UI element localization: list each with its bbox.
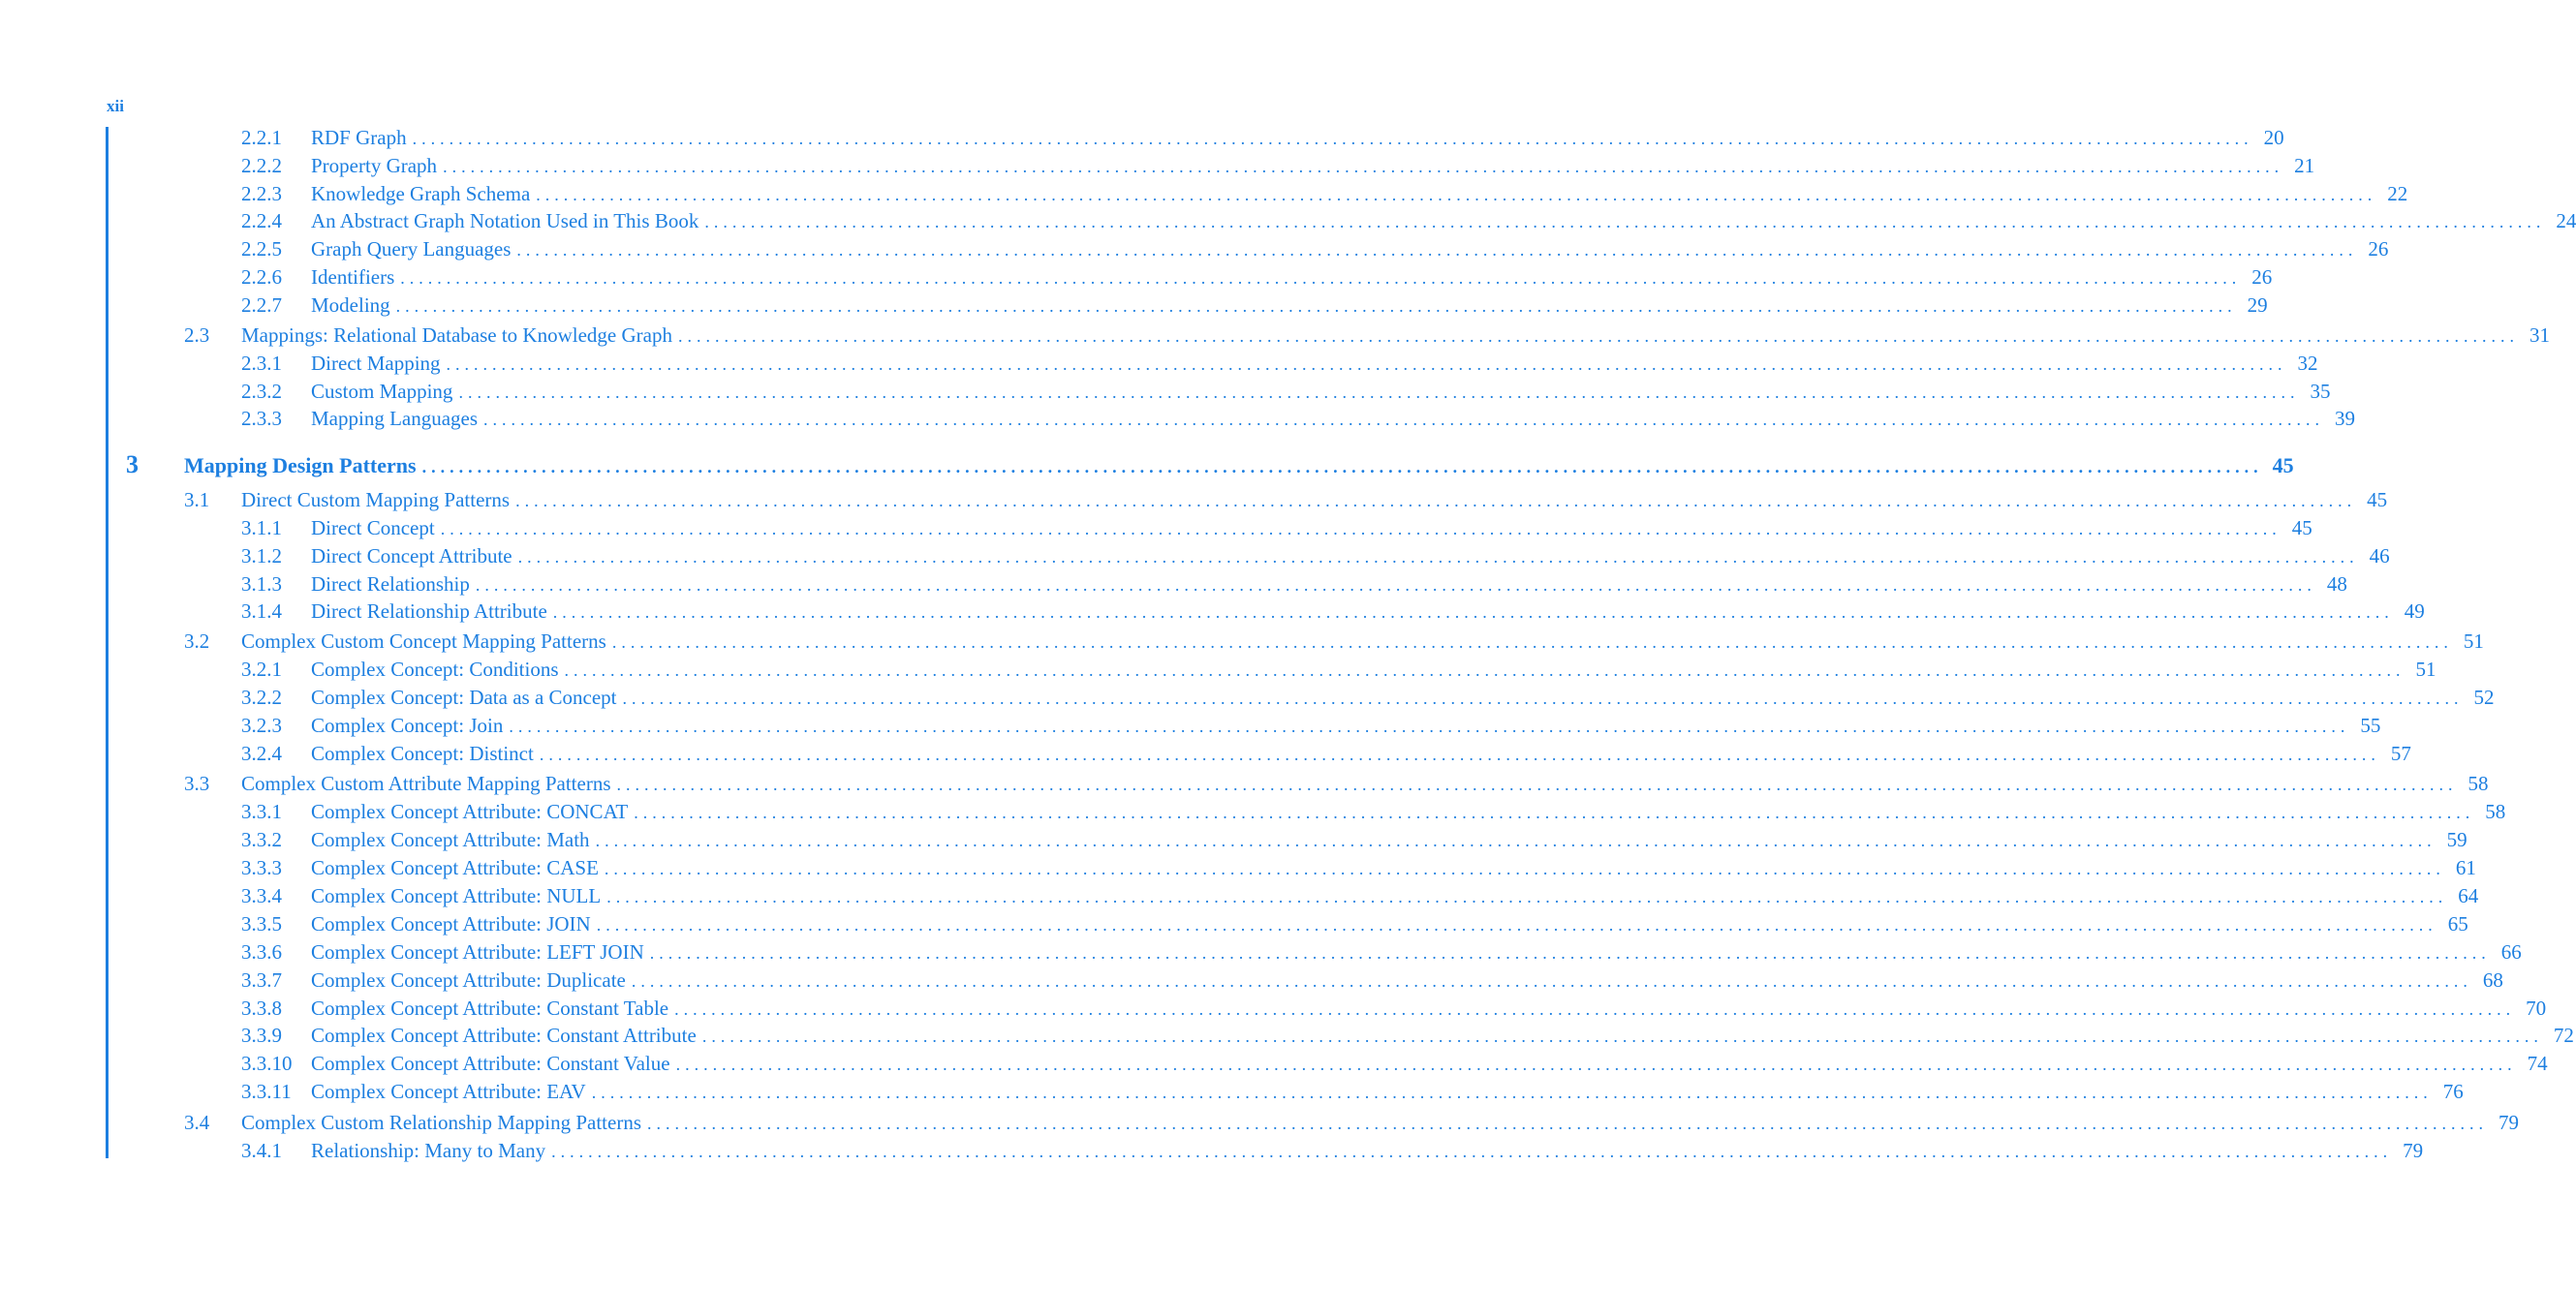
toc-dot-leader: ........................................................................................................................................................................................................ [704, 212, 2546, 231]
toc-dot-leader: ........................................................................................................................................................................................................ [622, 689, 2464, 708]
toc-entry-number: 3.3.11 [241, 1080, 292, 1103]
toc-entry-title: RDF Graph [311, 126, 407, 149]
toc-entry-number: 3.2.1 [241, 658, 282, 681]
toc-subsection-entry[interactable] [241, 938, 2522, 966]
toc-entry-number: 3.3.10 [241, 1052, 293, 1075]
toc-entry-title: Complex Concept Attribute: Constant Attribute [311, 1024, 697, 1047]
toc-dot-leader: ........................................................................................................................................................................................................ [395, 296, 2237, 316]
toc-entry-page: 49 [2404, 599, 2425, 623]
toc-subsection-entry[interactable] [241, 882, 2479, 909]
toc-entry-number: 3.2 [184, 629, 210, 653]
toc-entry-number: 3.2.4 [241, 742, 282, 765]
toc-dot-leader: ........................................................................................................................................................................................................ [591, 1083, 2433, 1102]
toc-dot-leader: ........................................................................................................................................................................................................ [440, 519, 2281, 538]
toc-entry-title: Complex Custom Attribute Mapping Patterns [241, 772, 611, 795]
toc-entry-page: 61 [2455, 856, 2476, 879]
toc-entry-page: 24 [2556, 209, 2576, 232]
margin-rule [106, 127, 109, 1158]
toc-entry-title: Mappings: Relational Database to Knowledge Graph [241, 323, 672, 347]
toc-entry-page: 45 [2291, 516, 2312, 539]
toc-entry-page: 74 [2527, 1052, 2548, 1075]
toc-entry-page: 26 [2368, 237, 2389, 261]
toc-entry-title: Mapping Languages [311, 407, 479, 430]
toc-entry-title: Complex Concept: Conditions [311, 658, 559, 681]
toc-entry-page: 20 [2263, 126, 2284, 149]
toc-entry-number: 3.3.6 [241, 940, 282, 964]
toc-entry-title: Knowledge Graph Schema [311, 182, 531, 205]
toc-subsection-entry[interactable] [241, 405, 2356, 432]
toc-entry-title: Custom Mapping [311, 380, 453, 403]
toc-entry-page: 79 [2403, 1139, 2424, 1162]
toc-entry-page: 76 [2442, 1080, 2464, 1103]
toc-entry-title: Graph Query Languages [311, 237, 512, 261]
toc-entry-number: 3.1.1 [241, 516, 282, 539]
toc-entry-title: Complex Concept Attribute: CONCAT [311, 800, 629, 823]
toc-subsection-entry[interactable] [241, 1137, 2424, 1164]
toc-entry-page: 58 [2485, 800, 2506, 823]
toc-subsection-entry[interactable] [241, 598, 2425, 625]
toc-entry-page: 32 [2297, 352, 2318, 375]
toc-section-entry[interactable] [184, 770, 2489, 797]
toc-subsection-entry[interactable] [241, 378, 2331, 405]
toc-entry-number: 3.4.1 [241, 1139, 282, 1162]
toc-entry-page: 31 [2529, 323, 2550, 347]
toc-dot-leader: ........................................................................................................................................................................................................ [596, 915, 2437, 935]
toc-entry-page: 65 [2447, 912, 2468, 936]
toc-entry-title: Complex Custom Concept Mapping Patterns [241, 629, 606, 653]
toc-entry-page: 26 [2251, 265, 2273, 289]
toc-entry-page: 72 [2553, 1024, 2574, 1047]
toc-entry-page: 22 [2387, 182, 2408, 205]
toc-entry-page: 66 [2500, 940, 2522, 964]
toc-entry-title: Complex Concept Attribute: Math [311, 828, 590, 851]
toc-dot-leader: ........................................................................................................................................................................................................ [604, 859, 2445, 878]
toc-entry-page: 46 [2369, 544, 2390, 568]
toc-entry-title: Complex Concept Attribute: EAV [311, 1080, 586, 1103]
toc-section-entry[interactable] [184, 322, 2550, 349]
toc-entry-number: 3.3.1 [241, 800, 282, 823]
toc-entry-title: Modeling [311, 293, 390, 317]
toc-entry-title: Complex Concept Attribute: JOIN [311, 912, 591, 936]
toc-subsection-entry[interactable] [241, 684, 2495, 711]
toc-entry-title: Complex Concept Attribute: NULL [311, 884, 602, 907]
toc-chapter-entry[interactable] [126, 450, 2294, 478]
toc-dot-leader: ........................................................................................................................................................................................................ [443, 157, 2284, 176]
toc-subsection-entry[interactable] [241, 826, 2467, 853]
toc-entry-page: 58 [2467, 772, 2489, 795]
toc-entry-number: 2.2.7 [241, 293, 282, 317]
toc-subsection-entry[interactable] [241, 514, 2312, 541]
toc-entry-page: 52 [2473, 686, 2495, 709]
toc-entry-number: 3.1 [184, 488, 210, 511]
toc-dot-leader: ........................................................................................................................................................................................................ [539, 745, 2380, 764]
toc-dot-leader: ........................................................................................................................................................................................................ [458, 383, 2300, 402]
toc-dot-leader: ........................................................................................................................................................................................................ [564, 660, 2405, 680]
toc-dot-leader: ........................................................................................................................................................................................................ [552, 602, 2394, 622]
toc-subsection-entry[interactable] [241, 910, 2468, 937]
toc-dot-leader: ........................................................................................................................................................................................................ [483, 410, 2325, 429]
toc-section-entry[interactable] [184, 1109, 2519, 1136]
toc-section-entry[interactable] [184, 486, 2388, 513]
toc-subsection-entry[interactable] [241, 798, 2506, 825]
toc-dot-leader: ........................................................................................................................................................................................................ [611, 632, 2453, 652]
toc-dot-leader: ........................................................................................................................................................................................................ [515, 491, 2357, 510]
toc-entry-title: Property Graph [311, 154, 438, 177]
toc-subsection-entry[interactable] [241, 570, 2347, 598]
toc-entry-page: 21 [2294, 154, 2315, 177]
toc-subsection-entry[interactable] [241, 542, 2390, 569]
toc-entry-title: Complex Concept Attribute: Duplicate [311, 968, 626, 992]
toc-dot-leader: ........................................................................................................................................................................................................ [412, 129, 2253, 148]
toc-dot-leader: ........................................................................................................................................................................................................ [509, 717, 2350, 736]
toc-subsection-entry[interactable] [241, 854, 2476, 881]
toc-dot-leader: ........................................................................................................................................................................................................ [517, 547, 2359, 567]
toc-entry-title: Mapping Design Patterns [184, 453, 417, 477]
toc-dot-leader: ........................................................................................................................................................................................................ [631, 971, 2472, 991]
toc-entry-title: An Abstract Graph Notation Used in This Book [311, 209, 699, 232]
toc-entry-page: 45 [2272, 453, 2294, 477]
toc-dot-leader: ........................................................................................................................................................................................................ [606, 887, 2448, 906]
toc-entry-page: 35 [2310, 380, 2331, 403]
toc-entry-page: 51 [2463, 629, 2484, 653]
toc-entry-number: 2.3.1 [241, 352, 282, 375]
toc-entry-number: 3.3.8 [241, 997, 282, 1020]
toc-entry-page: 79 [2498, 1111, 2519, 1134]
toc-dot-leader: ........................................................................................................................................................................................................ [649, 943, 2491, 963]
toc-entry-title: Direct Concept Attribute [311, 544, 512, 568]
toc-subsection-entry[interactable] [241, 350, 2318, 377]
toc-entry-page: 55 [2360, 714, 2381, 737]
toc-entry-title: Direct Concept [311, 516, 435, 539]
toc-entry-number: 2.3.3 [241, 407, 282, 430]
toc-subsection-entry[interactable] [241, 180, 2408, 207]
toc-entry-number: 3.3 [184, 772, 210, 795]
toc-dot-leader: ........................................................................................................................................................................................................ [677, 326, 2519, 346]
toc-entry-number: 3.1.4 [241, 599, 282, 623]
toc-entry-page: 57 [2390, 742, 2411, 765]
toc-entry-page: 48 [2326, 572, 2347, 596]
toc-dot-leader: ........................................................................................................................................................................................................ [475, 575, 2316, 595]
toc-dot-leader: ........................................................................................................................................................................................................ [421, 457, 2263, 476]
toc-entry-title: Complex Concept Attribute: LEFT JOIN [311, 940, 644, 964]
toc-entry-page: 68 [2482, 968, 2503, 992]
toc-entry-number: 3.2.3 [241, 714, 282, 737]
toc-entry-number: 3.1.3 [241, 572, 282, 596]
toc-entry-number: 3.3.4 [241, 884, 282, 907]
toc-dot-leader: ........................................................................................................................................................................................................ [400, 268, 2242, 288]
toc-entry-title: Complex Concept: Join [311, 714, 504, 737]
toc-subsection-entry[interactable] [241, 124, 2284, 151]
toc-subsection-entry[interactable] [241, 292, 2268, 319]
toc-entry-number: 2.2.1 [241, 126, 282, 149]
toc-subsection-entry[interactable] [241, 263, 2273, 291]
toc-entry-number: 3.3.9 [241, 1024, 282, 1047]
toc-subsection-entry[interactable] [241, 656, 2436, 683]
toc-entry-page: 29 [2247, 293, 2268, 317]
toc-entry-number: 2.2.2 [241, 154, 282, 177]
toc-subsection-entry[interactable] [241, 740, 2411, 767]
toc-dot-leader: ........................................................................................................................................................................................................ [595, 831, 2436, 850]
toc-subsection-entry[interactable] [241, 1022, 2574, 1049]
toc-entry-number: 3.1.2 [241, 544, 282, 568]
toc-entry-number: 3.3.3 [241, 856, 282, 879]
toc-dot-leader: ........................................................................................................................................................................................................ [674, 999, 2516, 1019]
toc-entry-title: Direct Relationship [311, 572, 470, 596]
toc-entry-number: 2.3.2 [241, 380, 282, 403]
toc-subsection-entry[interactable] [241, 967, 2503, 994]
toc-entry-title: Complex Custom Relationship Mapping Patterns [241, 1111, 641, 1134]
toc-entry-title: Complex Concept Attribute: CASE [311, 856, 599, 879]
toc-entry-page: 51 [2415, 658, 2436, 681]
toc-dot-leader: ........................................................................................................................................................................................................ [647, 1114, 2488, 1133]
toc-subsection-entry[interactable] [241, 1078, 2464, 1105]
page-number: xii [107, 97, 124, 115]
toc-entry-title: Complex Concept Attribute: Constant Value [311, 1052, 670, 1075]
toc-subsection-entry[interactable] [241, 207, 2576, 234]
toc-dot-leader: ........................................................................................................................................................................................................ [551, 1142, 2393, 1161]
toc-dot-leader: ........................................................................................................................................................................................................ [616, 775, 2458, 794]
toc-dot-leader: ........................................................................................................................................................................................................ [516, 240, 2358, 260]
toc-entry-page: 70 [2526, 997, 2547, 1020]
toc-entry-number: 3.3.2 [241, 828, 282, 851]
toc-entry-page: 64 [2458, 884, 2479, 907]
toc-entry-title: Complex Concept: Distinct [311, 742, 534, 765]
toc-entry-title: Direct Relationship Attribute [311, 599, 547, 623]
toc-entry-title: Direct Custom Mapping Patterns [241, 488, 511, 511]
toc-entry-number: 2.2.3 [241, 182, 282, 205]
toc-subsection-entry[interactable] [241, 1050, 2548, 1077]
toc-entry-number: 2.2.5 [241, 237, 282, 261]
toc-entry-title: Complex Concept: Data as a Concept [311, 686, 617, 709]
toc-entry-page: 45 [2367, 488, 2388, 511]
toc-subsection-entry[interactable] [241, 712, 2381, 739]
toc-subsection-entry[interactable] [241, 235, 2389, 262]
toc-dot-leader: ........................................................................................................................................................................................................ [634, 803, 2475, 822]
toc-entry-number: 3.3.5 [241, 912, 282, 936]
toc-entry-page: 39 [2335, 407, 2356, 430]
toc-entry-number: 3.3.7 [241, 968, 282, 992]
toc-subsection-entry[interactable] [241, 152, 2315, 179]
toc-entry-number: 2.2.4 [241, 209, 282, 232]
toc-entry-number: 3.4 [184, 1111, 210, 1134]
toc-entry-page: 59 [2446, 828, 2467, 851]
toc-dot-leader: ........................................................................................................................................................................................................ [446, 354, 2287, 374]
toc-dot-leader: ........................................................................................................................................................................................................ [701, 1027, 2543, 1046]
toc-entry-title: Identifiers [311, 265, 395, 289]
toc-entry-title: Direct Mapping [311, 352, 441, 375]
toc-entry-number: 3.2.2 [241, 686, 282, 709]
toc-entry-number: 3 [126, 450, 139, 478]
toc-section-entry[interactable] [184, 628, 2484, 655]
toc-entry-title: Relationship: Many to Many [311, 1139, 546, 1162]
toc-subsection-entry[interactable] [241, 995, 2547, 1022]
toc-dot-leader: ........................................................................................................................................................................................................ [536, 185, 2377, 204]
toc-entry-number: 2.2.6 [241, 265, 282, 289]
toc-entry-title: Complex Concept Attribute: Constant Table [311, 997, 669, 1020]
toc-entry-number: 2.3 [184, 323, 210, 347]
toc-dot-leader: ........................................................................................................................................................................................................ [675, 1055, 2517, 1074]
